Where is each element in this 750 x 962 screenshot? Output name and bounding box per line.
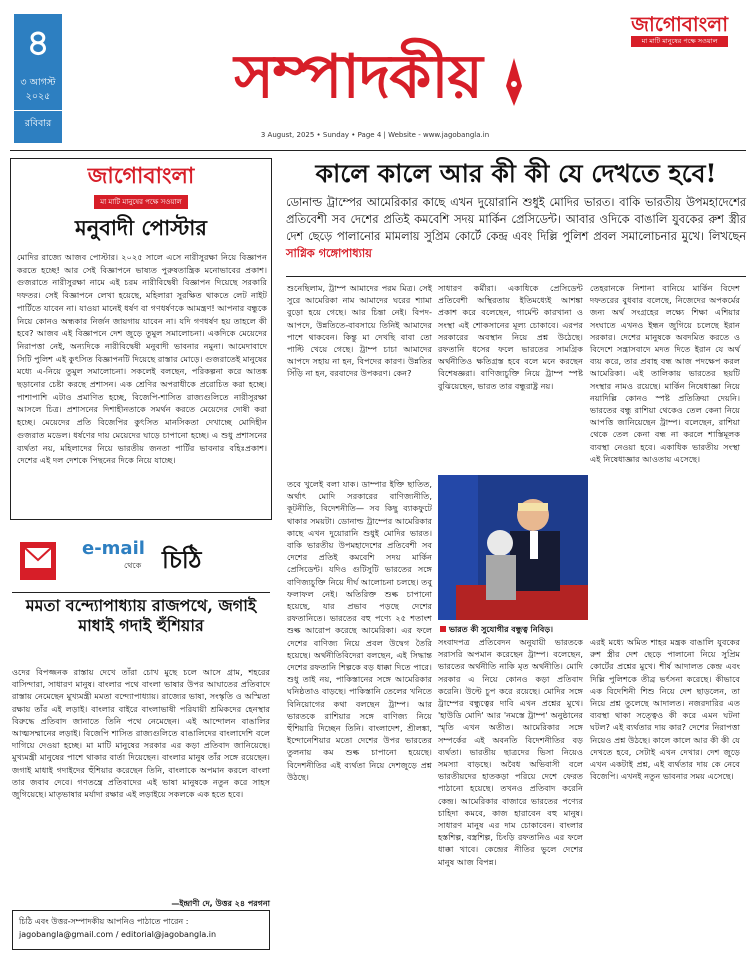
email-from-label: থেকে bbox=[124, 561, 142, 570]
article-column-1: শুনেছিলাম, ট্রাম্প আমাদের পরম মিত্র। সেই সুরে আমেরিকা নাম আমাদের ঘরের শ্যামা বুড়ো হয়ে গেছে। আর চিন্তা নেই। বিপদ-আপদে, উন্নতিতে-বাবসায়ে তিনিই আমাদের পাশে থাকবেন। কিন্তু মা দেখছি বাবা তো পাল্টি খেয়ে গেছে। ট্রাম্প চাচা আমাদের আপদে সহায় না হন, বিপদের কারণ। উন্নতির সিঁড়ি না হন, বরবাদের উপকরণ। কেন? bbox=[287, 283, 432, 379]
article-column-3: তেহরানকে নিশানা বানিয়ে মার্কিন বিদেশ দফতরের বুধবার বলেছে, নিজেদের অপকর্মের জন্য অর্থ সংগ্রহের লক্ষ্যে শিক্ষা এশিয়ার সংঘাতে এখনও ইন্ধন জুগিয়ে চলেছে ইরান সরকার। দেশের মানুষকে অবদমিত করতে ও বিদেশে সন্ত্রাসবাদে মদত দিতে ইরান যে অর্থ ব্যয় করে, তার প্রবাহ বন্ধ আজ পদক্ষেপ করল আমেরিকা। এই তালিকায় ভারতের ছয়টি সংস্থার নামও রয়েছে। মার্কিন নিষেধাজ্ঞা নিয়ে নয়াদিল্লি কোনও স্পষ্ট প্রতিক্রিয়া দেয়নি। ভারতের বন্ধু রাশিয়া থেকেও তেল কেনা নিয়ে আপত্তি জানিয়েছেন ট্রাম্প। বলেছেন, রাশিয়া থেকে তেল কেনা বন্ধ না করলে শাস্তিমূলক ব্যবস্থা নেওয়া হবে। একাধিক ভারতীয় সংস্থা এই নিষেধাজ্ঞার আওতায় এসেছে। bbox=[590, 283, 740, 464]
contact-line: চিঠি এবং উত্তর-সম্পাদকীয় আপনিও পাঠাতে পারেন : bbox=[19, 917, 189, 926]
page-tile bbox=[14, 14, 62, 143]
section-title-text: সম্পাদকীয় bbox=[234, 42, 482, 112]
masthead bbox=[0, 0, 750, 152]
caption-text: ভারত কী সুযোগীর বন্ধুত্ব নিবিড়। bbox=[449, 625, 553, 634]
pen-icon bbox=[502, 56, 526, 108]
article-column-1-cont: তবে খুলেই বলা যাক। ডাম্পার ইক্তি ছাতিত, অর্থাৎ মোদি সরকারের বাণিজ্যনীতি, কূটনীতি, বিদেশনীতি— সব কিছু ব্যাকফুটে থাকার সময়টা। ডোনাল্ড ট্রাম্পের আমেরিকার কাছে এখন দুয়োরানি শুধুই মোদির ভারত। বাকি ভারতীয় উপমহাদেশের প্রতিবেশী সব দেশের প্রতিই কমবেশি সদয় মার্কিন প্রেসিডেন্ট। যদিও গুটিসুটি ভারতের সঙ্গে বাণিজ্যচুক্তি নিয়ে দীর্ঘ আলোচনা চলছে। তবু ফলাফল নেই। অতিরিক্ত শুল্ক চাপানো হয়েছে, যার প্রভাব পড়ছে দেশের রফতানিতে। ভারতের বহু পণ্যে ২৫ শতাংশ শুল্ক আরোপ করেছে আমেরিকা। এর ফলে দেশের বাণিজ্য নিয়ে প্রবল উদ্বেগ তৈরি হয়েছে। অর্থনীতিবিদেরা বলছেন, এই সিদ্ধান্ত দেশের রফতানি শিল্পকে বড় ধাক্কা দিতে পারে। শুধু তাই নয়, পাকিস্তানের সঙ্গে আমেরিকার ঘনিষ্ঠতাও বাড়ছে। পাকিস্তানি তেলের খনিতে বিনিয়োগের কথা বলছেন ট্রাম্প। আর ভারতকে রাশিয়ার সঙ্গে বাণিজ্য নিয়ে হুঁশিয়ারি দিচ্ছেন তিনি। বাংলাদেশ, শ্রীলঙ্কা, ইন্দোনেশিয়ার মতো দেশের উপর ভারতের তুলনায় কম শুল্ক চাপানো হয়েছে। বিদেশনীতির এই ব্যর্থতা নিয়ে দেশজুড়ে প্রশ্ন উঠছে। bbox=[287, 479, 432, 782]
divider bbox=[10, 150, 746, 151]
brand-logo bbox=[631, 12, 728, 47]
email-icon bbox=[18, 536, 58, 584]
article-column-3-cont: এরই মধ্যে অমিত শাহর মন্ত্রক বাঙালি যুবকের রুশ স্ত্রীর দেশ ছেড়ে পালানো নিয়ে সুপ্রিম কোর্টের প্রশ্নের মুখে। শীর্ষ আদালত কেন্দ্র এবং দিল্লি পুলিশকে তীব্র ভর্ৎসনা করেছে। কীভাবে এক বিদেশিনী শিশু নিয়ে দেশ ছাড়লেন, তা নিয়ে প্রশ্ন তুলেছে আদালত। নজরদারির এত ব্যবস্থা থাকা সত্ত্বেও কী করে এমন ঘটনা ঘটল? এই ব্যর্থতার দায় কার? দেশের নিরাপত্তা নিয়েও প্রশ্ন উঠছে। কালে কালে আর কী কী যে দেখতে হবে, সেটাই এখন দেখার। দেশ জুড়ে এখন একটাই প্রশ্ন, এই ব্যর্থতার দায় কে নেবে বিজেপি। এখনই নতুন ভাবনার সময় এসেছে। bbox=[590, 637, 740, 782]
letter-headline: মমতা বন্দ্যোপাধ্যায় রাজপথে, জগাই মাধাই গদাই হুঁশিয়ার bbox=[25, 596, 257, 635]
article-photo bbox=[438, 475, 588, 620]
email-label: e-mail bbox=[82, 538, 145, 559]
article-deck bbox=[286, 194, 746, 262]
letter-body: ওদের বিপজ্জনক রাস্তায় দেখে তাঁরা চোখ মুছে চলে আসে গ্রাম, শহরের বাসিন্দারা, সাধারণ মানুষ। বাংলার পথে বাংলা ভাষার উপর আঘাতের প্রতিবাদে রাস্তায় নেমেছেন মুখ্যমন্ত্রী মমতা বন্দ্যোপাধ্যায়। রাজ্যের ভাষা, সংস্কৃতি ও অস্মিতা রক্ষায় তাঁর এই লড়াই। বাংলার বাইরে বাংলাভাষী পরিযায়ী শ্রমিকদের হেনস্থার বিরুদ্ধে প্রতিবাদ জানাতে তিনি পথে নেমেছেন। এই আন্দোলন বাঙালির আত্মসম্মানের লড়াই। বিজেপি শাসিত রাজ্যগুলিতে বাঙালিদের বাংলাদেশি বলে দাগিয়ে দেওয়া হচ্ছে। মা মাটি মানুষের সরকার এর কড়া প্রতিবাদ জানিয়েছে। মুখ্যমন্ত্রী মানুষের পাশে থাকার বার্তা দিয়েছেন। বাংলার মানুষ তাঁর সঙ্গে রয়েছেন। জগাই মাধাই গদাইদের হুঁশিয়ার করেছেন তিনি, বাংলাকে অপমান করলে বাংলা তার জবাব দেবে। গণতন্ত্রে প্রতিবাদের এই ভাষা মানুষকে নতুন করে সাহস জুগিয়েছে। মাতৃভাষার মর্যাদা রক্ষার এই লড়াইয়ে সকলকে এক হতে হবে। bbox=[12, 667, 270, 800]
editorial-brand-name: জাগোবাংলা bbox=[87, 163, 195, 189]
divider bbox=[286, 276, 746, 277]
editorial-brand-tagline: মা মাটি মানুষের পক্ষে সওয়াল bbox=[94, 195, 188, 209]
article-column-2-cont: সংবাদপত্র প্রতিবেদন অনুযায়ী ভারতকে সরাসরি অপমান করেছেন ট্রাম্প। বলেছেন, ভারতের অর্থনীতি নাকি মৃত অর্থনীতি। মোদি সরকার এ নিয়ে কোনও কড়া প্রতিবাদ করেনি। উল্টে চুপ করে রয়েছে। মোদির সঙ্গে ট্রাম্পের বন্ধুত্বের দাবি এখন প্রশ্নের মুখে। 'হাউডি মোদি' আর 'নমস্তে ট্রাম্প' অনুষ্ঠানের স্মৃতি এখন অতীত। আমেরিকার সঙ্গে সম্পর্কের এই অবনতি বিদেশনীতির বড় ব্যর্থতা। ভারতীয় ছাত্রদের ভিসা নিয়েও সমস্যা বাড়ছে। অবৈধ অভিবাসী বলে ভারতীয়দের হাতকড়া পরিয়ে দেশে ফেরত পাঠানো হয়েছে। তখনও প্রতিবাদ করেনি কেন্দ্র। আমেরিকার বাজারে ভারতের পণ্যের চাহিদা কমবে, কাজ হারাবেন বহু মানুষ। সাধারণ মানুষ এর দাম চোকাবেন। বাংলার হস্তশিল্প, বস্ত্রশিল্প, চিংড়ি রফতানিও এর ফলে ধাক্কা খাবে। কেন্দ্রের নীতির ভুলে দেশের মানুষ আজ বিপন্ন। bbox=[438, 637, 583, 867]
brand-tagline: মা মাটি মানুষের পক্ষে সওয়াল bbox=[631, 36, 728, 47]
letters-banner bbox=[12, 530, 270, 590]
page-year: ২০২৫ bbox=[25, 91, 51, 102]
article-headline: কালে কালে আর কী কী যে দেখতে হবে! bbox=[315, 159, 717, 188]
article-column-2: সাধারণ কর্মীরা। একাধিকে প্রেসিডেন্ট প্রতিবেশী অস্থিরতায় ইতিমধ্যেই আশঙ্কা প্রকাশ করে বলেছেন, গার্মেন্ট কারখানা ও সংস্থা এই শোকসানের মূল্য চোকাবে। এরপর সরকারের অবস্থান নিয়ে প্রশ্ন উঠেছে। রফতানি ধসের ফলে ভারতের সামগ্রিক অর্থনীতিও ক্ষতিগ্রস্ত হবে বলে মনে করছেন বিশেষজ্ঞরা। বাণিজ্যচুক্তি নিয়ে ট্রাম্প স্পষ্ট বুঝিয়েছেন, ভারত তার বন্ধুরাষ্ট্র নয়। bbox=[438, 283, 583, 391]
brand-name: জাগোবাংলা bbox=[631, 12, 728, 36]
editorial-body: মোদির রাজ্যে আজব পোস্টার। ২০২৫ সালে এসে নারীসুরক্ষা নিয়ে বিজ্ঞাপন করতে হচ্ছে! আর সেই বিজ্ঞাপনে ভাষ্যত পুরুষতান্ত্রিক মনোভাবের প্রকাশ। গুজরাতে নারীসুরক্ষা নামে এই চরম নারীবিদ্বেষী বিজ্ঞাপন দিয়েছে সরকারি দফতর। সেই বিজ্ঞাপনে লেখা হয়েছে, মহিলারা সুরক্ষিত থাকতে লেট নাইট পার্টিতে যাবেন না। যাওয়া মানেই ধর্ষণ বা গণধর্ষণকে আমন্ত্রণ! আপনার বন্ধুকে নিয়ে কোনও অন্ধকার নির্জন জায়গায় যাবেন না। যদি গণধর্ষণ হয় তাহলে কী হবে? আজব এই বিজ্ঞাপনে দেশ জুড়ে তুমুল সমালোচনা। একদিকে মেয়েদের নিরাপত্তা নেই, অন্যদিকে নারীবিদ্বেষী মনুবাদী ভাবনার নমুনা। আমেদাবাদে সিটি পুলিশ এই কুৎসিত বিজ্ঞাপনটি দিয়েছে রাস্তার মোড়ে। গুজরাতেই মানুষের মধ্যে এ-নিয়ে তুমুল সমালোচনা। সকলেই বলছেন, পরিকল্পনা করে আতঙ্ক ছড়ানোর চেষ্টা করছে প্রশাসন। এক শ্রেণির অপরাধীকে প্ররোচিত করা হচ্ছে। পাশাপাশি এটাও প্রমাণিত হচ্ছে, বিজেপি-শাসিত রাজ্যগুলিতে নারীসুরক্ষা আসলে চিত্র। প্রশাসনের দিশাহীনতাকে সমর্থন করতে মেয়েদের দোষী করা হচ্ছে। মেয়েদের প্রতি বিজেপির কুৎসিত মানসিকতা দেখাচ্ছে মোদিহীন গুজরাত মডেল। ধর্ষণের দায় মেয়েদের ঘাড়ে চাপানো হচ্ছে। এ শুধু প্রশাসনের ব্যর্থতা নয়, মহিলাদের নিয়ে ভারতীয় জনতা পার্টির ভাবনার বহিঃপ্রকাশ। দেশের এই দল দেশকে পিছনের দিকে নিয়ে যাচ্ছে। bbox=[17, 252, 267, 466]
article-deck-text: ডোনাল্ড ট্রাম্পের আমেরিকার কাছে এখন দুয়োরানি শুধুই মোদির ভারত। বাকি ভারতীয় উপমহাদেশের প্রতিবেশী সব দেশের প্রতিই কমবেশি সদয় মার্কিন প্রেসিডেন্ট। আবার ওদিকে বাঙালি যুবকের রুশ স্ত্রীর দেশ ছেড়ে পালানোর মামলায় সুপ্রিম কোর্টে কেন্দ্র এবং দিল্লি পুলিশ প্রবল সমালোচনার মুখে। লিখছেন bbox=[286, 196, 746, 243]
editorial-box bbox=[10, 158, 272, 520]
page-number: ৪ bbox=[26, 22, 50, 64]
article-author: সাগ্নিক গঙ্গোপাধ্যায় bbox=[286, 247, 372, 260]
letter-signature: —ইন্দ্রাণী দে, উত্তর ২৪ পরগনা bbox=[171, 899, 270, 908]
page-day: রবিবার bbox=[14, 110, 62, 131]
email-chithi-label: চিঠি bbox=[162, 545, 202, 574]
section-title bbox=[190, 38, 570, 116]
dateline: 3 August, 2025 • Sunday • Page 4 | Website - www.jagobangla.in bbox=[260, 131, 490, 139]
editorial-title: মনুবাদী পোস্টার bbox=[75, 215, 207, 240]
page-date: ৩ আগস্ট bbox=[20, 77, 56, 88]
contact-emails[interactable]: jagobangla@gmail.com / editorial@jagobangla.in bbox=[19, 930, 217, 939]
contact-box bbox=[12, 910, 270, 950]
caption-marker bbox=[440, 626, 446, 632]
divider bbox=[12, 592, 270, 593]
editorial-brand bbox=[11, 163, 271, 209]
